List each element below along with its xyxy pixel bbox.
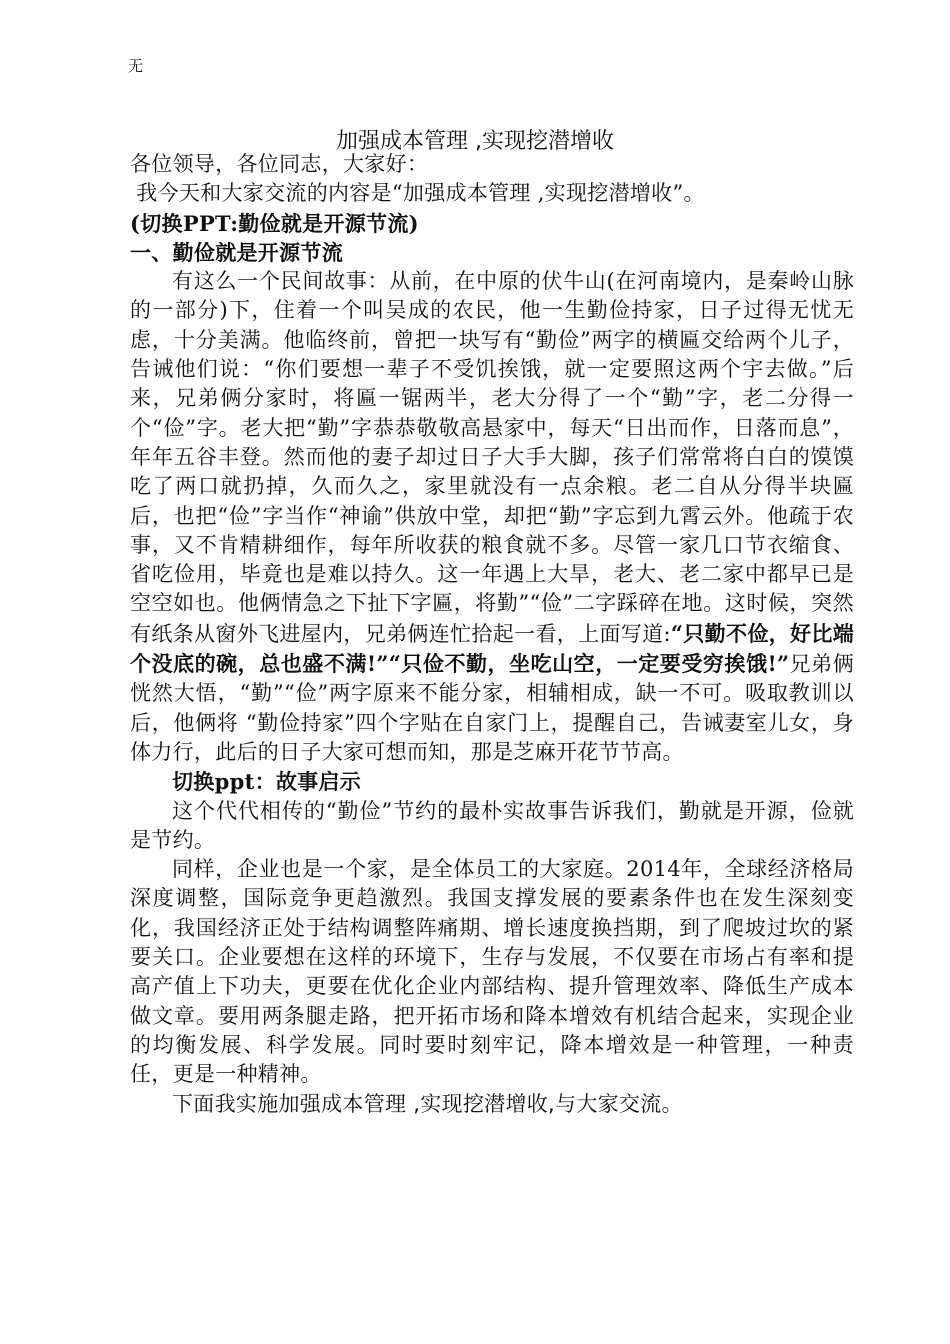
closing-suffix: 与大家交流。 xyxy=(555,1091,683,1116)
story-text-part1: 有这么一个民间故事：从前，在中原的伏牛山(在河南境内，是秦岭山脉的一部分)下，住着一个叫吴成的农民，他一生勤俭持家，日子过得无忧无虑，十分美满。他临终前，曾把一块写有“勤俭”两字的横匾交给两个儿子，告诫他们说：“你们要想一辈子不受饥挨饿，就一定要照这两个宇去做。”后来，兄弟俩分家时，将匾一锯两半，老大分得了一个“勤”字，老二分得一个“俭”字。老大把“勤”字恭恭敬敬高悬家中，每天“日出而作，日落而息”，年年五谷丰登。然而他的妻子却过日子大手大脚，孩子们常常将白白的馍馍吃了两口就扔掉，久而久之，家里就没有一点余粮。老二自从分得半块匾后，也把“俭”字当作“神谕”供放中堂，却把“勤”字忘到九霄云外。他疏于农事，又不肯精耕细作，每年所收获的粮食就不多。尽管一家几口节衣缩食、省吃俭用，毕竟也是难以持久。这一年遇上大旱，老大、老二家中都早已是空空如也。他俩情急之下扯下字匾，将勤”“俭”二字踩碎在地。这时候，突然有纸条从窗外飞进屋内，兄弟俩连忙拾起一看，上面写道: xyxy=(130,269,854,646)
closing-topic: 加强成本管理 ,实现挖潜增收, xyxy=(278,1091,556,1116)
greeting: 各位领导，各位同志，大家好： xyxy=(130,152,429,176)
moral-paragraph: 这个代代相传的“勤俭”节约的最朴实故事告诉我们，勤就是开源，俭就是节约。 xyxy=(130,798,854,852)
ppt-switch-note-2: 切换ppt：故事启示 xyxy=(172,769,362,795)
document-body xyxy=(130,150,854,1119)
closing-paragraph xyxy=(130,1090,854,1119)
story-quote: “只勤不俭，好比端个没底的碗，总也盛不满!”“只俭不勤，坐吃山空，一定要受穷挨饿!” xyxy=(130,620,854,677)
enterprise-paragraph: 同样，企业也是一个家，是全体员工的大家庭。2014年，全球经济格局深度调整，国际竞争更趋激烈。我国支撑发展的要素条件也在发生深刻变化，我国经济正处于结构调整阵痛期、增长速度换挡期，到了爬坡过坎的紧要关口。企业要想在这样的环境下，生存与发展，不仅要在市场占有率和提高产值上下功夫，更要在优化企业内部结构、提升管理效率、降低生产成本做文章。要用两条腿走路，把开拓市场和降本增效有机结合起来，实现企业的均衡发展、科学发展。同时要时刻牢记，降本增效是一种管理，一种责任，更是一种精神。 xyxy=(130,857,854,1087)
closing-prefix: 下面我实施 xyxy=(172,1091,279,1116)
section-heading: 一、勤俭就是开源节流 xyxy=(130,239,343,265)
story-text-part2: 兄弟俩恍然大悟，“勤”“俭”两字原来不能分家，相辅相成，缺一不可。吸取教训以后，他俩将 “勤俭持家”四个字贴在自家门上，提醒自己，告诫妻室儿女，身体力行，此后的日子大家可想而知，那是芝麻开花节节高。 xyxy=(130,652,854,764)
intro-paragraph: 我今天和大家交流的内容是“加强成本管理 ,实现挖潜增收”。 xyxy=(136,181,705,206)
document-title: 加强成本管理 ,实现挖潜增收 xyxy=(336,129,614,154)
story-paragraph xyxy=(130,267,854,767)
page-header-mark: 无 xyxy=(128,57,144,75)
ppt-switch-note: (切换PPT:勤俭就是开源节流) xyxy=(130,210,419,236)
